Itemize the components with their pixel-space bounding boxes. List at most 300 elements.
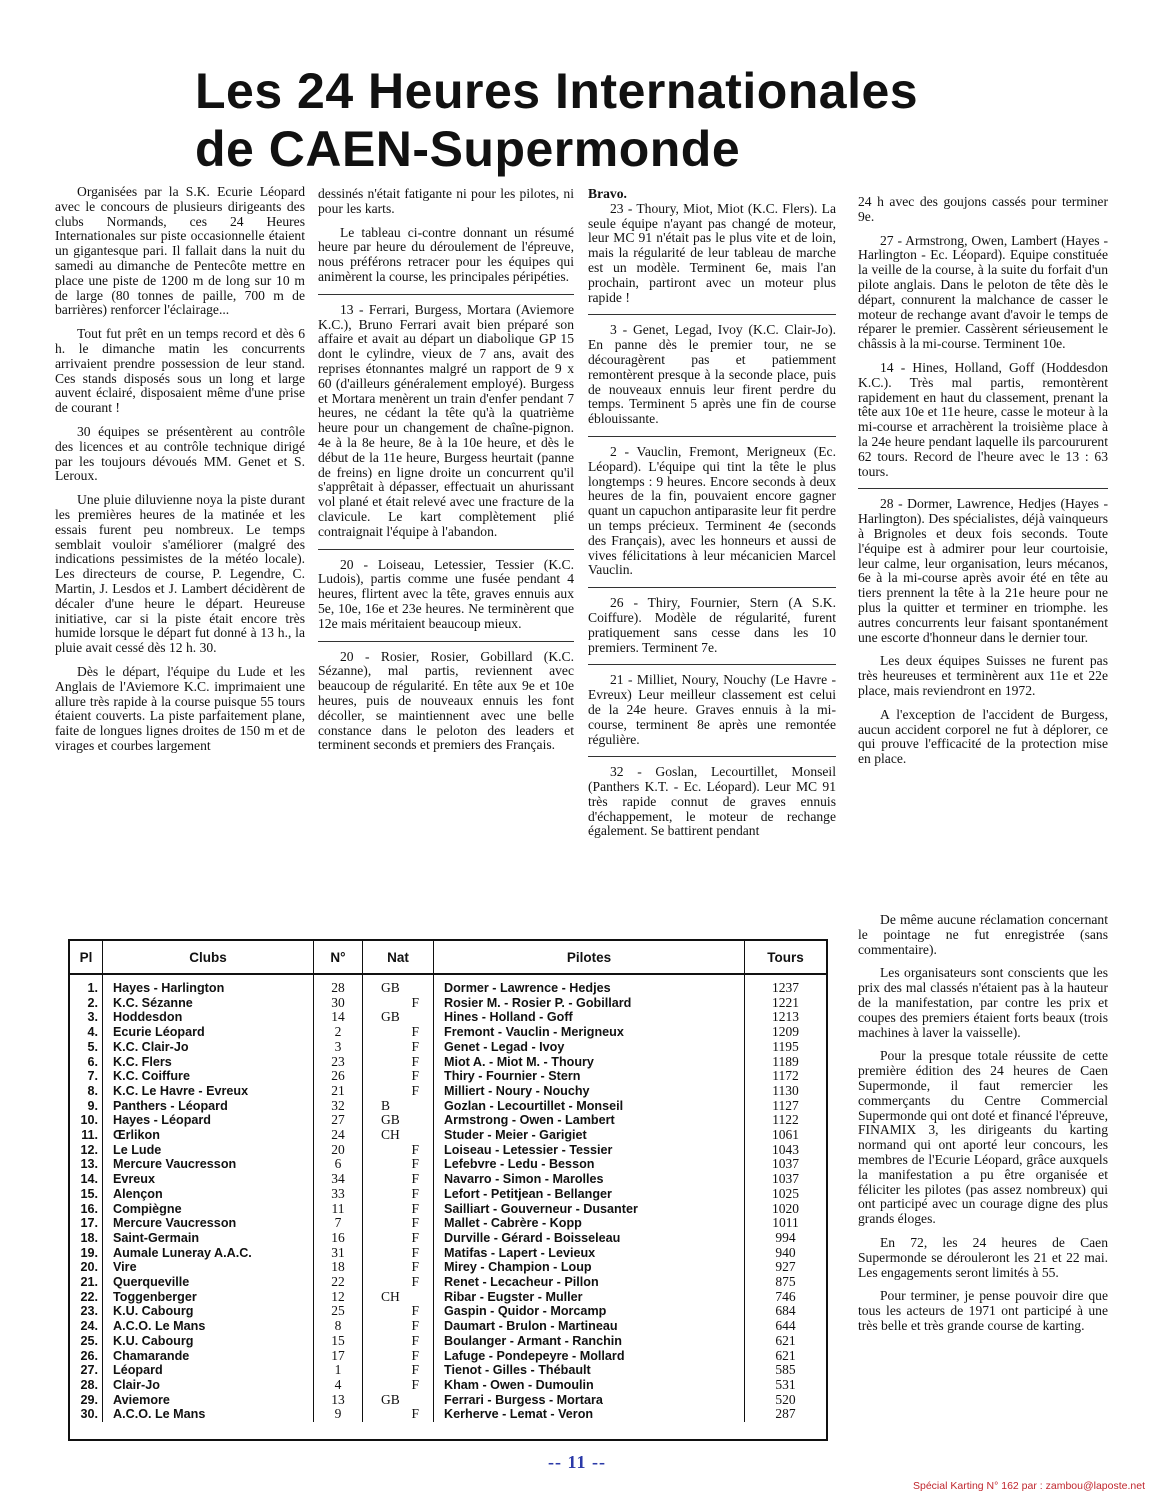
text-column-4 — [858, 195, 1108, 776]
cell-club — [103, 1010, 314, 1025]
cell-number — [314, 1025, 363, 1040]
cell-club-text: Saint-Germain — [113, 1230, 200, 1245]
cell-place — [70, 1113, 103, 1128]
cell-nationality — [363, 996, 434, 1011]
cell-place — [70, 1393, 103, 1408]
header-pilotes: Pilotes — [434, 941, 745, 974]
cell-nationality-text: F — [411, 1362, 419, 1378]
paragraph: 28 - Dormer, Lawrence, Hedjes (Hayes - Harlington). Des spécialistes, déjà vainqueurs à Brignoles et deux fois seconds. Toute l'équipe est à admirer pour leur courtoisie, leur calme, leur organisation, leurs mécanos, 6e à la mi-course après avoir été en tête au tiers prennent la tête à la 21e heure pour ne plus la quitter et terminer en triomphe. les autres concurrents leur faisant spontanément une escorte d'honneur dans le dernier tour. — [858, 496, 1108, 645]
cell-nationality — [363, 1143, 434, 1158]
cell-club-text: Aumale Luneray A.A.C. — [113, 1245, 252, 1260]
table-row — [70, 1143, 826, 1158]
table-row — [70, 1231, 826, 1246]
cell-club — [103, 1319, 314, 1334]
cell-nationality-text: B — [381, 1097, 391, 1113]
paragraph: dessinés n'était fatigante ni pour les pilotes, ni pour les karts. — [318, 186, 574, 216]
cell-club-text: Alençon — [113, 1186, 163, 1201]
cell-nationality — [363, 1055, 434, 1070]
divider — [588, 756, 836, 757]
cell-nationality-text: GB — [381, 980, 400, 995]
cell-club — [103, 996, 314, 1011]
header-clubs: Clubs — [103, 941, 314, 974]
cell-number — [314, 1246, 363, 1261]
table-row — [70, 1113, 826, 1128]
cell-laps-text: 927 — [775, 1259, 796, 1275]
cell-number-text: 26 — [331, 1068, 345, 1084]
paragraph: Organisées par la S.K. Ecurie Léopard avec le concours de plusieurs dirigeants des clubs Normands, ces 24 Heures Internationales sur piste occasionnelle étaient un gigantesque pari. Il fallait dans la nuit du samedi au dimanche de Pentecôte mettre en place une piste de 1200 m de long sur 10 m de large (80 tonnes de paille, 700 m de barrières) renforcer l'éclairage... — [55, 184, 305, 318]
cell-place-text: 30. — [80, 1407, 98, 1422]
cell-place — [70, 1363, 103, 1378]
cell-nationality-text: CH — [381, 1288, 400, 1304]
cell-nationality — [363, 1040, 434, 1055]
cell-place — [70, 1378, 103, 1393]
cell-nationality-text: GB — [381, 1112, 400, 1128]
cell-pilots-text: Fremont - Vauclin - Merigneux — [444, 1025, 624, 1040]
cell-place — [70, 996, 103, 1011]
cell-club — [103, 1069, 314, 1084]
cell-number — [314, 1275, 363, 1290]
paragraph: Pour la presque totale réussite de cette première édition des 24 heures de Caen Supermonde, il faut remercier les commerçants du Centre Commercial Supermonde qui ont doté et financé l'épreuve, FINAMIX 3, les dirigeants du karting normand qui ont aporté leur concours, les membres de l'Ecurie Léopard, grâce auxquels la manifestation a pu être organisée et féliciter les pilotes (pas assez nombreux) qui ont participé avec un courage digne des plus grands éloges. — [858, 1048, 1108, 1227]
table-row — [70, 1157, 826, 1172]
cell-number — [314, 1157, 363, 1172]
cell-laps — [745, 1290, 827, 1305]
cell-club — [103, 974, 314, 996]
cell-club-text: Le Lude — [113, 1142, 162, 1157]
cell-pilots-text: Genet - Legad - Ivoy — [444, 1039, 565, 1054]
cell-place — [70, 1334, 103, 1349]
cell-pilots-text: Studer - Meier - Garigiet — [444, 1128, 587, 1143]
cell-place-text: 28. — [80, 1377, 98, 1392]
cell-place-text: 13. — [80, 1157, 98, 1172]
cell-laps — [745, 1216, 827, 1231]
table-row — [70, 1393, 826, 1408]
cell-pilots-text: Navarro - Simon - Marolles — [444, 1172, 604, 1187]
cell-pilots — [434, 974, 745, 996]
cell-nationality — [363, 1393, 434, 1408]
cell-number-text: 18 — [331, 1259, 345, 1275]
cell-club-text: K.U. Cabourg — [113, 1304, 194, 1319]
cell-place — [70, 1304, 103, 1319]
cell-number-text: 8 — [334, 1318, 342, 1334]
cell-pilots — [434, 1202, 745, 1217]
cell-pilots-text: Tienot - Gilles - Thébault — [444, 1363, 591, 1378]
cell-pilots — [434, 1040, 745, 1055]
cell-pilots — [434, 1231, 745, 1246]
divider — [588, 436, 836, 437]
cell-nationality — [363, 1128, 434, 1143]
cell-club-text: Mercure Vaucresson — [113, 1157, 237, 1172]
paragraph: 20 - Rosier, Rosier, Gobillard (K.C. Sézanne), mal partis, reviennent avec beaucoup de régularité. En tête aux 9e et 10e heures, puis de nouveaux ennuis les font décoller, se maintiennent avec une belle constance dans le peloton des leaders et terminent seconds et premiers des Français. — [318, 648, 574, 753]
cell-laps-text: 1037 — [772, 1171, 799, 1187]
cell-laps — [745, 1187, 827, 1202]
cell-place — [70, 1099, 103, 1114]
cell-place-text: 14. — [80, 1172, 98, 1187]
paragraph: En 72, les 24 heures de Caen Supermonde se dérouleront les 21 et 22 mai. Les engagements seront limités à 55. — [858, 1234, 1108, 1280]
cell-number-text: 33 — [331, 1185, 345, 1201]
cell-nationality — [363, 1319, 434, 1334]
cell-place-text: 6. — [87, 1054, 98, 1069]
cell-pilots — [434, 1187, 745, 1202]
cell-club — [103, 1157, 314, 1172]
cell-club — [103, 1202, 314, 1217]
cell-nationality-text: CH — [381, 1127, 400, 1143]
cell-laps — [745, 996, 827, 1011]
cell-number — [314, 1349, 363, 1364]
cell-club-text: Aviemore — [113, 1392, 170, 1407]
table-row — [70, 996, 826, 1011]
cell-number-text: 13 — [331, 1391, 345, 1407]
table-row — [70, 1275, 826, 1290]
paragraph: Une pluie diluvienne noya la piste durant les premières heures de la matinée et les essais furent peu nombreux. Le temps semblait vouloir s'améliorer (malgré des indications pessimistes de la météo locale). Les directeurs de course, P. Legendre, C. Martin, J. Lesdos et J. Lambert décidèrent de décaler d'une heure le départ. Heureuse initiative, car si la piste était encore très humide lorsque le départ fut donné à 13 h., la pluie avait cessé dès 12 h. 30. — [55, 492, 305, 656]
cell-nationality — [363, 1157, 434, 1172]
cell-nationality-text: F — [411, 1259, 419, 1275]
cell-nationality — [363, 1378, 434, 1393]
cell-place-text: 12. — [80, 1142, 98, 1157]
table-row — [70, 1099, 826, 1114]
cell-number — [314, 1010, 363, 1025]
cell-pilots-text: Gozlan - Lecourtillet - Monseil — [444, 1098, 624, 1113]
cell-club — [103, 1378, 314, 1393]
cell-laps-text: 1011 — [772, 1215, 799, 1231]
cell-number-text: 2 — [334, 1024, 342, 1040]
cell-laps — [745, 1202, 827, 1217]
cell-place-text: 11. — [81, 1128, 98, 1143]
cell-laps-text: 1043 — [772, 1141, 799, 1157]
table-row — [70, 1040, 826, 1055]
cell-laps — [745, 1069, 827, 1084]
cell-pilots-text: Armstrong - Owen - Lambert — [444, 1113, 615, 1128]
cell-laps-text: 1189 — [772, 1053, 799, 1069]
cell-laps — [745, 1128, 827, 1143]
cell-laps-text: 994 — [775, 1229, 796, 1245]
cell-laps — [745, 1172, 827, 1187]
table-row — [70, 974, 826, 996]
cell-pilots — [434, 1128, 745, 1143]
cell-laps-text: 1195 — [772, 1038, 799, 1054]
cell-club-text: Chamarande — [113, 1348, 190, 1363]
cell-nationality — [363, 1334, 434, 1349]
cell-laps — [745, 1040, 827, 1055]
cell-pilots — [434, 1334, 745, 1349]
cell-pilots — [434, 1378, 745, 1393]
cell-pilots — [434, 1143, 745, 1158]
cell-nationality — [363, 1099, 434, 1114]
cell-number-text: 3 — [334, 1038, 342, 1054]
cell-place — [70, 1055, 103, 1070]
cell-pilots — [434, 1055, 745, 1070]
cell-place — [70, 1349, 103, 1364]
cell-number — [314, 1055, 363, 1070]
table-row — [70, 1069, 826, 1084]
cell-place — [70, 1202, 103, 1217]
cell-number-text: 14 — [331, 1009, 345, 1025]
cell-nationality — [363, 1260, 434, 1275]
cell-pilots-text: Rosier M. - Rosier P. - Gobillard — [444, 995, 632, 1010]
cell-number — [314, 1334, 363, 1349]
cell-laps — [745, 1010, 827, 1025]
cell-club — [103, 1246, 314, 1261]
cell-club-text: Mercure Vaucresson — [113, 1216, 237, 1231]
table-row — [70, 1172, 826, 1187]
cell-laps — [745, 1231, 827, 1246]
cell-number-text: 9 — [334, 1406, 342, 1422]
cell-number — [314, 1143, 363, 1158]
cell-club — [103, 1128, 314, 1143]
table-row — [70, 1260, 826, 1275]
header-no: N° — [314, 941, 363, 974]
table-row — [70, 1378, 826, 1393]
cell-club — [103, 1260, 314, 1275]
cell-nationality-text: F — [411, 1200, 419, 1216]
cell-nationality — [363, 1363, 434, 1378]
cell-pilots-text: Gaspin - Quidor - Morcamp — [444, 1304, 607, 1319]
cell-pilots-text: Mirey - Champion - Loup — [444, 1260, 592, 1275]
cell-club — [103, 1290, 314, 1305]
cell-pilots — [434, 1113, 745, 1128]
table-row — [70, 1290, 826, 1305]
footer-credit: Spécial Karting N° 162 par : zambou@laposte.net — [913, 1480, 1145, 1492]
cell-nationality — [363, 1407, 434, 1422]
cell-number — [314, 1069, 363, 1084]
table-row — [70, 1216, 826, 1231]
paragraph: Les deux équipes Suisses ne furent pas très heureuses et terminèrent aux 11e et 22e place, mais reviendront en 1972. — [858, 653, 1108, 698]
cell-nationality-text: F — [411, 1376, 419, 1392]
cell-laps-text: 1020 — [772, 1200, 799, 1216]
cell-laps — [745, 1157, 827, 1172]
table-row — [70, 1025, 826, 1040]
cell-place — [70, 1128, 103, 1143]
cell-laps — [745, 1260, 827, 1275]
cell-club — [103, 1099, 314, 1114]
cell-place — [70, 1246, 103, 1261]
cell-laps-text: 1037 — [772, 1156, 799, 1172]
cell-place-text: 2. — [87, 995, 98, 1010]
cell-club-text: K.U. Cabourg — [113, 1333, 194, 1348]
cell-place-text: 17. — [80, 1216, 98, 1231]
paragraph: 14 - Hines, Holland, Goff (Hoddesdon K.C.). Très mal partis, remontèrent rapidement en haut du classement, prenant la tête aux 10e et 11e heure, casse le moteur à la mi-course et arrachèrent la troisième place à la 24e heure pendant laquelle ils parcoururent 62 tours. Record de l'heure avec le 13 : 63 tours. — [858, 359, 1108, 479]
cell-pilots-text: Loiseau - Letessier - Tessier — [444, 1142, 613, 1157]
cell-pilots-text: Kerherve - Lemat - Veron — [444, 1407, 594, 1422]
cell-number-text: 30 — [331, 994, 345, 1010]
cell-nationality — [363, 1113, 434, 1128]
paragraph: 24 h avec des goujons cassés pour terminer 9e. — [858, 194, 1108, 224]
cell-number — [314, 1363, 363, 1378]
cell-number — [314, 1202, 363, 1217]
cell-number-text: 4 — [334, 1376, 342, 1392]
cell-club-text: Clair-Jo — [113, 1377, 160, 1392]
cell-place — [70, 1319, 103, 1334]
cell-laps — [745, 1349, 827, 1364]
cell-nationality — [363, 974, 434, 996]
cell-nationality-text: F — [411, 1141, 419, 1157]
cell-number — [314, 1304, 363, 1319]
cell-pilots — [434, 1172, 745, 1187]
cell-pilots — [434, 1025, 745, 1040]
cell-number — [314, 1407, 363, 1422]
cell-number — [314, 1084, 363, 1099]
cell-number-text: 28 — [331, 980, 345, 995]
table-row — [70, 1010, 826, 1025]
cell-laps — [745, 1143, 827, 1158]
paragraph: 23 - Thoury, Miot, Miot (K.C. Flers). La seule équipe n'ayant pas changé de moteur, leur MC 91 n'était pas le plus vite et de loin, mais la régularité de leur tableau de marche est un modèle. Terminent 6e, mais l'an prochain, partiront avec un moteur plus rapide ! — [588, 200, 836, 305]
article-title — [195, 62, 1095, 178]
cell-place-text: 9. — [87, 1098, 98, 1113]
cell-pilots — [434, 1290, 745, 1305]
cell-laps-text: 531 — [775, 1376, 796, 1392]
cell-laps-text: 1237 — [772, 980, 799, 995]
divider — [318, 294, 574, 295]
cell-place-text: 16. — [80, 1201, 98, 1216]
cell-laps — [745, 1113, 827, 1128]
cell-number — [314, 1231, 363, 1246]
paragraph: 2 - Vauclin, Fremont, Merigneux (Ec. Léopard). L'équipe qui tint la tête le plus longtemps : 9 heures. Encore seconds à deux heures de la fin, pouvaient encore gagner quant un capuchon antiparasite leur fit perdre un temps précieux. Terminent 4e (seconds des Français), avec les honneurs et aussi de vives félicitations à leur mécanicien Marcel Vauclin. — [588, 443, 836, 578]
cell-laps-text: 1127 — [772, 1097, 799, 1113]
cell-laps-text: 684 — [775, 1303, 796, 1319]
cell-number-text: 20 — [331, 1141, 345, 1157]
paragraph: 30 équipes se présentèrent au contrôle des licences et au contrôle technique dirigé par les toujours dévoués MM. Genet et S. Leroux. — [55, 423, 305, 484]
cell-nationality-text: GB — [381, 1009, 400, 1025]
table-header-row — [70, 941, 826, 974]
cell-place — [70, 1069, 103, 1084]
cell-laps-text: 940 — [775, 1244, 796, 1260]
paragraph: 13 - Ferrari, Burgess, Mortara (Aviemore K.C.), Bruno Ferrari avait bien préparé son affaire et avait au départ un diabolique GP 15 dont le cylindre, vieux de 7 ans, avait des reprises étonnantes malgré un rapport de 9 x 60 (d'ailleurs généralement employé). Burgess et Mortara menèrent un train d'enfer pendant 7 heures, ne cédant la tête qu'à la quatrième heure pour un changement de chaîne-pignon. 4e à la 8e heure, 8e à la 10e heure, et dès le début de la 11e heure, Burgess heurtait (panne de freins) en ligne droite un concurrent qu'il s'apprêtait à dépasser, effectuait un ahurissant vol plané et était relevé avec une fracture de la clavicule. Le kart complètement plié contraignait l'équipe à l'abandon. — [318, 301, 574, 539]
cell-laps-text: 1025 — [772, 1185, 799, 1201]
cell-nationality — [363, 1025, 434, 1040]
cell-place — [70, 1275, 103, 1290]
cell-laps — [745, 1304, 827, 1319]
cell-pilots-text: Miot A. - Miot M. - Thoury — [444, 1054, 594, 1069]
cell-number-text: 23 — [331, 1053, 345, 1069]
cell-laps — [745, 1378, 827, 1393]
cell-number — [314, 1128, 363, 1143]
divider — [858, 488, 1108, 489]
cell-number-text: 1 — [334, 1362, 342, 1378]
cell-number-text: 22 — [331, 1274, 345, 1290]
cell-number — [314, 1099, 363, 1114]
cell-pilots-text: Ferrari - Burgess - Mortara — [444, 1392, 603, 1407]
cell-pilots — [434, 1069, 745, 1084]
cell-place-text: 29. — [80, 1392, 98, 1407]
cell-pilots — [434, 1349, 745, 1364]
cell-place — [70, 1290, 103, 1305]
cell-nationality-text: F — [411, 1053, 419, 1069]
cell-club — [103, 1187, 314, 1202]
cell-number — [314, 1187, 363, 1202]
table-row — [70, 1304, 826, 1319]
cell-club-text: K.C. Coiffure — [113, 1069, 190, 1084]
paragraph: 20 - Loiseau, Letessier, Tessier (K.C. Ludois), partis comme une fusée pendant 4 heures, flirtent avec la tête, graves ennuis aux 5e, 10e, 16e et 23e heures. Ne terminèrent que 12e mais méritaient beaucoup mieux. — [318, 556, 574, 631]
cell-number-text: 17 — [331, 1347, 345, 1363]
table-row — [70, 1128, 826, 1143]
cell-laps — [745, 1407, 827, 1422]
cell-place-text: 25. — [80, 1333, 98, 1348]
cell-number — [314, 1319, 363, 1334]
cell-number-text: 11 — [331, 1200, 345, 1216]
cell-place-text: 27. — [80, 1363, 98, 1378]
cell-place-text: 4. — [87, 1025, 98, 1040]
cell-pilots-text: Lefort - Petitjean - Bellanger — [444, 1186, 612, 1201]
paragraph: 27 - Armstrong, Owen, Lambert (Hayes - Harlington - Ec. Léopard). Equipe constituée la veille de la course, à la suite du forfait d'un pilote anglais. Dans le peloton de tête dès le départ, connurent la malchance de casser le moteur de rechange avant d'avoir le temps de réparer le premier. Cassèrent sérieusement le châssis à la mi-course. Terminent 10e. — [858, 232, 1108, 352]
cell-club — [103, 1055, 314, 1070]
cell-club-text: Hoddesdon — [113, 1010, 183, 1025]
cell-number — [314, 1393, 363, 1408]
cell-nationality — [363, 1349, 434, 1364]
cell-number — [314, 1040, 363, 1055]
cell-pilots-text: Renet - Lecacheur - Pillon — [444, 1275, 599, 1290]
cell-number-text: 6 — [334, 1156, 342, 1172]
cell-club — [103, 1172, 314, 1187]
table-row — [70, 1202, 826, 1217]
cell-pilots — [434, 1260, 745, 1275]
cell-number-text: 34 — [331, 1171, 345, 1187]
cell-number-text: 21 — [331, 1082, 345, 1098]
cell-nationality — [363, 1216, 434, 1231]
cell-place-text: 7. — [87, 1069, 98, 1084]
cell-club — [103, 1363, 314, 1378]
cell-number-text: 32 — [331, 1097, 345, 1113]
header-pl: Pl — [70, 941, 103, 974]
cell-number-text: 16 — [331, 1229, 345, 1245]
cell-nationality — [363, 1172, 434, 1187]
cell-pilots-text: Hines - Holland - Goff — [444, 1010, 573, 1025]
cell-nationality — [363, 1202, 434, 1217]
cell-place-text: 26. — [80, 1348, 98, 1363]
cell-club — [103, 1231, 314, 1246]
cell-pilots-text: Ribar - Eugster - Muller — [444, 1289, 583, 1304]
cell-nationality — [363, 1084, 434, 1099]
table-row — [70, 1334, 826, 1349]
cell-place — [70, 1216, 103, 1231]
cell-place-text: 18. — [80, 1230, 98, 1245]
table-row — [70, 1084, 826, 1099]
cell-laps-text: 1213 — [772, 1009, 799, 1025]
cell-laps-text: 1122 — [772, 1112, 799, 1128]
cell-nationality — [363, 1304, 434, 1319]
cell-club — [103, 1084, 314, 1099]
cell-club-text: Léopard — [113, 1363, 163, 1378]
cell-laps — [745, 1334, 827, 1349]
cell-nationality-text: F — [411, 1082, 419, 1098]
header-tours: Tours — [745, 941, 827, 974]
table-row — [70, 1363, 826, 1378]
cell-laps-text: 621 — [775, 1347, 796, 1363]
cell-pilots-text: Boulanger - Armant - Ranchin — [444, 1333, 622, 1348]
table-row — [70, 1246, 826, 1261]
paragraph: Dès le départ, l'équipe du Lude et les Anglais de l'Aviemore K.C. imprimaient une allure très rapide à la course puisque 55 tours étaient couverts. La piste parfaitement plane, faite de longues lignes droites de 150 m et de virages et courbes largement — [55, 663, 305, 753]
cell-place-text: 15. — [80, 1186, 98, 1201]
cell-pilots-text: Mallet - Cabrère - Kopp — [444, 1216, 582, 1231]
cell-nationality-text: F — [411, 1244, 419, 1260]
cell-laps — [745, 1275, 827, 1290]
cell-place-text: 23. — [80, 1304, 98, 1319]
cell-nationality-text: F — [411, 1024, 419, 1040]
paragraph: A l'exception de l'accident de Burgess, aucun accident corporel ne fut à déplorer, ce qui prouve l'efficacité de la protection mise en place. — [858, 706, 1108, 767]
cell-club — [103, 1025, 314, 1040]
cell-nationality-text: F — [411, 994, 419, 1010]
cell-pilots — [434, 1246, 745, 1261]
cell-pilots — [434, 1304, 745, 1319]
cell-club — [103, 1407, 314, 1422]
cell-club-text: Panthers - Léopard — [113, 1098, 228, 1113]
cell-nationality-text: GB — [381, 1391, 400, 1407]
divider — [588, 664, 836, 665]
cell-pilots — [434, 1275, 745, 1290]
divider — [588, 587, 836, 588]
cell-pilots-text: Durville - Gérard - Boisseleau — [444, 1230, 621, 1245]
text-column-3 — [588, 187, 836, 848]
cell-place-text: 10. — [80, 1113, 98, 1128]
cell-club-text: K.C. Flers — [113, 1054, 172, 1069]
